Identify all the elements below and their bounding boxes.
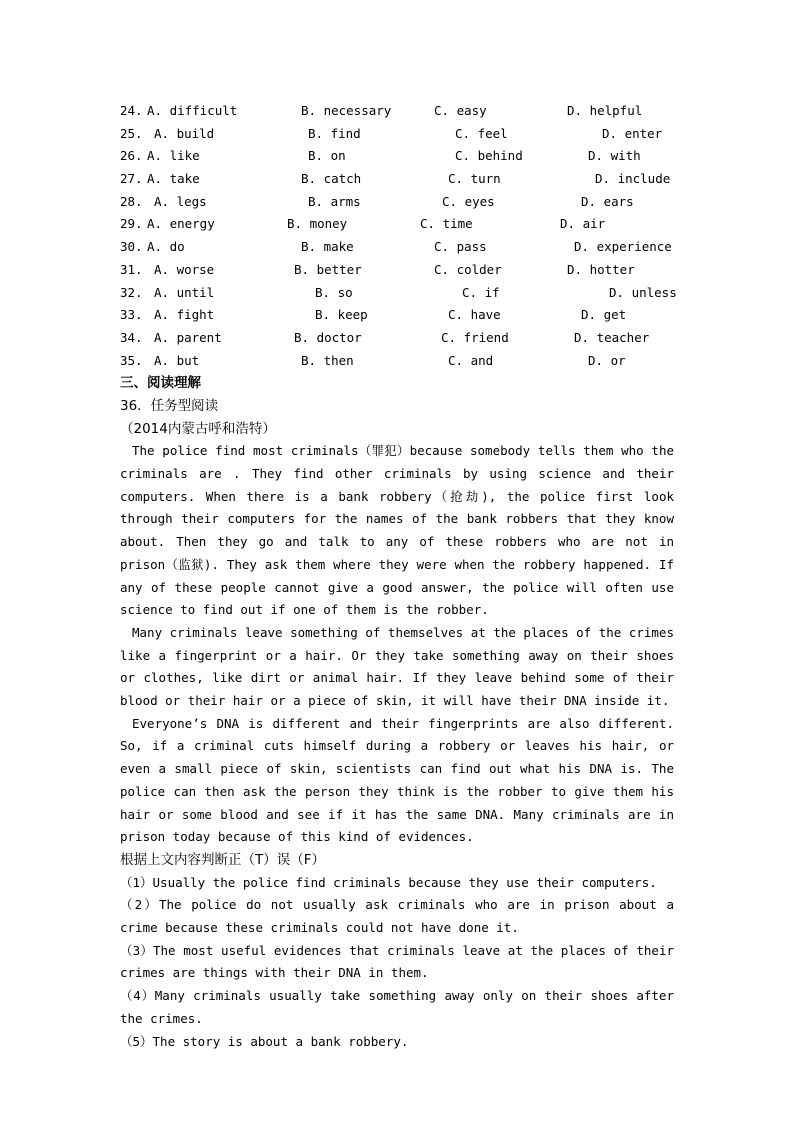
option-c: C. eyes: [442, 193, 495, 209]
option-d: D. teacher: [574, 329, 650, 345]
option-d: D. experience: [574, 239, 672, 255]
option-row: [120, 304, 674, 327]
question-3: （3）The most useful evidences that criminals leave at the places of their crimes are things with their DNA in them.: [120, 942, 674, 981]
option-a: A. legs: [154, 193, 207, 209]
option-row: [120, 145, 674, 168]
option-a: A. but: [154, 352, 200, 368]
option-row: [120, 236, 674, 259]
question-5: （5）The story is about a bank robbery.: [120, 1033, 409, 1049]
option-d: D. ears: [581, 193, 634, 209]
option-d: D. include: [595, 171, 671, 187]
option-d: D. get: [581, 307, 627, 323]
question-number: 24.: [120, 103, 143, 118]
option-d: D. air: [560, 216, 606, 232]
option-d: D. or: [588, 352, 626, 368]
option-row: [120, 327, 674, 350]
question-number: 33.: [120, 307, 143, 323]
question-number: 27.: [120, 171, 143, 187]
option-c: C. and: [448, 352, 494, 368]
question-number: 35.: [120, 352, 143, 368]
document-page: [120, 100, 677, 1053]
option-a: A. do: [147, 239, 185, 255]
question-number: 28.: [120, 193, 143, 209]
option-d: D. helpful: [567, 103, 643, 118]
option-b: B. make: [301, 239, 354, 255]
option-c: C. friend: [441, 329, 509, 345]
option-row: [120, 191, 674, 214]
option-d: D. unless: [609, 284, 677, 300]
option-row: [120, 350, 674, 373]
option-c: C. colder: [434, 261, 502, 277]
option-c: C. have: [448, 307, 501, 323]
option-a: A. build: [154, 125, 215, 141]
option-b: B. then: [301, 352, 354, 368]
option-d: D. with: [588, 148, 641, 164]
section-title: 三、阅读理解: [120, 375, 201, 392]
option-b: B. arms: [308, 193, 361, 209]
option-a: A. energy: [147, 216, 215, 232]
option-b: B. on: [308, 148, 346, 164]
passage-paragraph-3: Everyone’s DNA is different and their fingerprints are also different. So, if a criminal cuts himself during a robbery or leaves his hair, or even a small piece of skin, scientists can find out what his DNA is. The police can then ask the person they think is the robber to give them his hair or some blood and see if it has the same DNA. Many criminals are in prison today because of this kind of evidences.: [120, 715, 674, 845]
option-c: C. time: [420, 216, 473, 232]
option-row: [120, 168, 674, 191]
option-row: [120, 282, 677, 305]
option-row: [120, 123, 674, 146]
option-row: [120, 213, 674, 236]
passage-paragraph-1: The police find most criminals（罪犯）because somebody tells them who the criminals are . They find other criminals by using science and their computers. When there is a bank robbery（抢劫), the police first look through their computers for the names of the bank robbers that they know about. Then they go and talk to any of these robbers who are not in prison（监狱). They ask them where they were when the robbery happened. If any of these people cannot give a good answer, the police will often use science to find out if one of them is the robber.: [120, 443, 674, 618]
option-b: B. find: [308, 125, 361, 141]
option-d: D. hotter: [567, 261, 635, 277]
option-a: A. take: [147, 171, 200, 187]
option-c: C. turn: [448, 171, 501, 187]
question-number: 26.: [120, 148, 143, 164]
option-a: A. until: [154, 284, 215, 300]
question-number: 34.: [120, 329, 143, 345]
option-b: B. so: [315, 284, 353, 300]
option-c: C. easy: [434, 103, 487, 118]
option-c: C. behind: [455, 148, 523, 164]
option-c: C. feel: [455, 125, 508, 141]
option-a: A. fight: [154, 307, 215, 323]
option-b: B. catch: [301, 171, 362, 187]
option-a: A. worse: [154, 261, 215, 277]
option-c: C. pass: [434, 239, 487, 255]
question-1: （1）Usually the police find criminals because they use their computers.: [120, 874, 657, 890]
option-b: B. keep: [315, 307, 368, 323]
option-d: D. enter: [602, 125, 663, 141]
task-subtitle: 36．任务型阅读: [120, 397, 219, 414]
option-b: B. necessary: [301, 103, 392, 118]
question-number: 25.: [120, 125, 143, 141]
choice-options-list: [120, 100, 677, 372]
question-number: 30.: [120, 239, 143, 255]
option-row: [120, 259, 674, 282]
option-a: A. difficult: [147, 103, 238, 118]
option-b: B. money: [287, 216, 348, 232]
option-row: [120, 100, 674, 123]
passage-paragraph-2: Many criminals leave something of themselves at the places of the crimes like a fingerprint or a hair. Or they take something away on their shoes or clothes, like dirt or animal hair. If they leave behind some of their blood or their hair or a piece of skin, it will have their DNA inside it.: [120, 624, 674, 709]
option-b: B. better: [294, 261, 362, 277]
option-a: A. parent: [154, 329, 222, 345]
question-number: 29.: [120, 216, 143, 232]
instruction-line: 根据上文内容判断正（T）误（F）: [120, 851, 326, 868]
question-number: 31.: [120, 261, 143, 277]
question-number: 32.: [120, 284, 143, 300]
option-b: B. doctor: [294, 329, 362, 345]
question-4: （4）Many criminals usually take something away only on their shoes after the crimes.: [120, 988, 674, 1026]
option-a: A. like: [147, 148, 200, 164]
option-c: C. if: [462, 284, 500, 300]
question-2: （2）The police do not usually ask criminals who are in prison about a crime because these criminals could not have done it.: [120, 897, 674, 936]
source-note: （2014内蒙古呼和浩特）: [120, 420, 276, 437]
